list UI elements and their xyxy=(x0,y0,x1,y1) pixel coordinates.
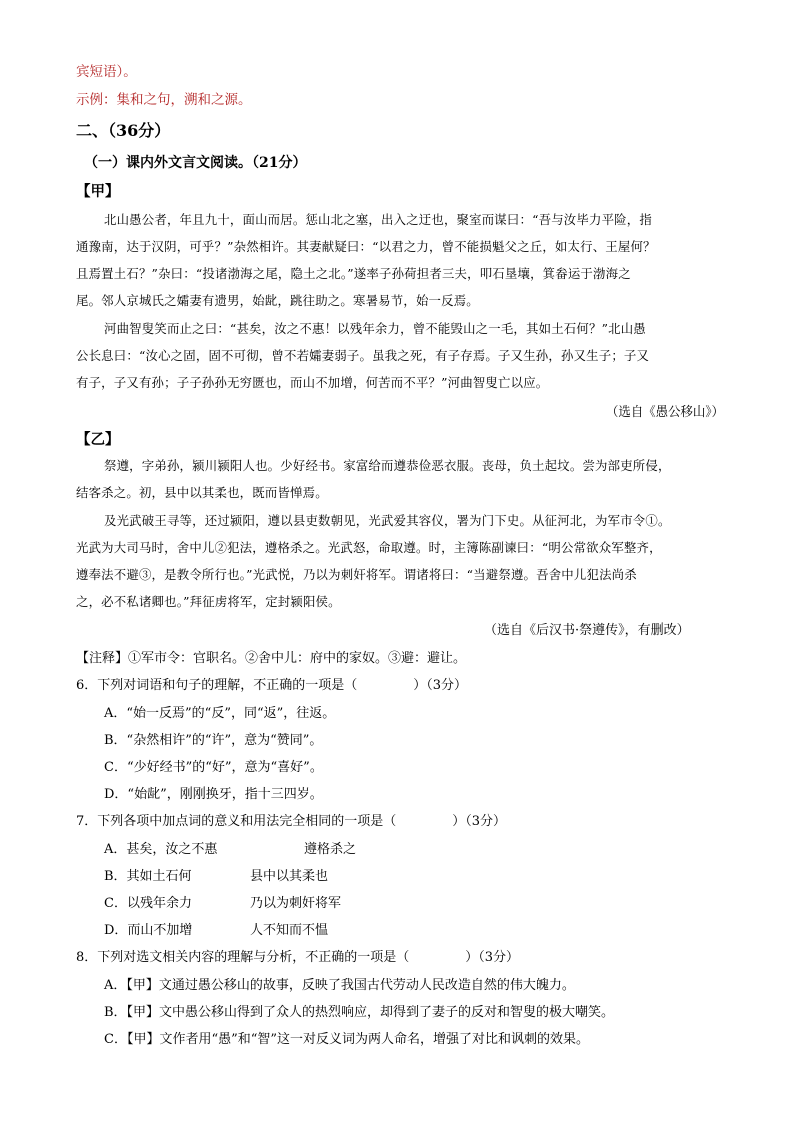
passage-line: 遵奉法不避③，是教令所行也。”光武悦，乃以为刺奸将军。谓诸将曰：“当避祭遵。吾舍中儿犯法尚杀 xyxy=(76,567,637,582)
passage-yi-source: （选自《后汉书·祭遵传》，有删改） xyxy=(484,623,690,638)
question-8-option-c: C．【甲】文作者用“愚”和“智”这一对反义词为两人命名，增强了对比和讽刺的效果。 xyxy=(104,1032,590,1047)
passage-yi-mark: 【乙】 xyxy=(76,431,120,448)
passage-line: 及光武破王寻等，还过颍阳，遵以县吏数朝见，光武爱其容仪，署为门下史。从征河北，为军市令①。 xyxy=(104,513,671,528)
question-stem-text: 8．下列对选文相关内容的理解与分析，不正确的一项是（ xyxy=(76,950,410,965)
passage-line: 北山愚公者，年且九十，面山而居。惩山北之塞，出入之迂也，聚室而谋曰：“吾与汝毕力平险，指 xyxy=(104,212,652,227)
passage-line: 通豫南，达于汉阴，可乎？”杂然相许。其妻献疑曰：“以君之力，曾不能损魁父之丘，如太行、王屋何？ xyxy=(76,239,656,254)
question-6-option-d: D．“始龀”，刚刚换牙，指十三四岁。 xyxy=(104,787,323,802)
question-7-option-b-pair: 县中以其柔也 xyxy=(250,869,329,884)
footnotes: 【注释】①军市令：官职名。②舍中儿：府中的家奴。③避：避让。 xyxy=(76,651,467,666)
question-score: ）（3分） xyxy=(465,950,520,965)
question-7-option-a-pair: 遵格杀之 xyxy=(304,842,357,857)
answer-example: 示例：集和之句，溯和之源。 xyxy=(76,92,252,108)
passage-line: 光武为大司马时，舍中儿②犯法，遵格杀之。光武怒，命取遵。时，主簿陈副谏曰：“明公常欲众军整齐， xyxy=(76,540,662,555)
question-7-option-d-pair: 人不知而不愠 xyxy=(250,923,329,938)
question-6-option-c: C．“少好经书”的“好”，意为“喜好”。 xyxy=(104,760,323,775)
passage-jia-mark: 【甲】 xyxy=(76,183,120,200)
question-7-option-c-pair: 乃以为刺奸将军 xyxy=(250,896,342,911)
passage-jia-source: （选自《愚公移山》） xyxy=(606,405,724,420)
question-6-option-a: A．“始一反焉”的“反”，同“返”，往返。 xyxy=(104,706,336,721)
question-score: ）（3分） xyxy=(413,678,468,693)
question-7-option-d: D．而山不加增 xyxy=(104,923,193,938)
question-score: ）（3分） xyxy=(452,814,507,829)
question-6-stem xyxy=(76,674,467,693)
question-7-option-b: B．其如土石何 xyxy=(104,869,192,884)
passage-line: 尾。邻人京城氏之孀妻有遗男，始龀，跳往助之。寒暑易节，始一反焉。 xyxy=(76,293,479,308)
question-7-option-c: C．以残年余力 xyxy=(104,896,192,911)
passage-line: 有子，子又有孙；子子孙孙无穷匮也，而山不加增，何苦而不平？”河曲智叟亡以应。 xyxy=(76,375,549,390)
passage-line: 河曲智叟笑而止之曰：“甚矣，汝之不惠！以残年余力，曾不能毁山之一毛，其如土石何？”北山愚 xyxy=(104,321,646,336)
question-stem-text: 6．下列对词语和句子的理解，不正确的一项是（ xyxy=(76,678,358,693)
passage-line: 祭遵，字弟孙，颍川颍阳人也。少好经书。家富给而遵恭俭恶衣服。丧母，负土起坟。尝为部吏所侵， xyxy=(104,458,671,473)
subsection-heading: （一）课内外文言文阅读。（21分） xyxy=(84,155,307,171)
question-stem-text: 7．下列各项中加点词的意义和用法完全相同的一项是（ xyxy=(76,814,397,829)
passage-line: 之，必不私诸卿也。”拜征虏将军，定封颍阳侯。 xyxy=(76,594,341,609)
section-heading: 二、（36分） xyxy=(76,121,171,140)
question-6-option-b: B．“杂然相许”的“许”，意为“赞同”。 xyxy=(104,733,323,748)
passage-line: 且焉置土石？”杂曰：“投诸渤海之尾，隐土之北。”遂率子孙荷担者三夫，叩石垦壤，箕畚运于渤海之 xyxy=(76,266,631,281)
question-7-option-a: A．甚矣，汝之不惠 xyxy=(104,842,218,857)
question-8-option-a: A．【甲】文通过愚公移山的故事，反映了我国古代劳动人民改造自然的伟大魄力。 xyxy=(104,978,575,993)
passage-line: 结客杀之。初，县中以其柔也，既而皆惮焉。 xyxy=(76,485,328,500)
passage-line: 公长息曰：“汝心之固，固不可彻，曾不若孀妻弱子。虽我之死，有子存焉。子又生孙，孙又生子；子又 xyxy=(76,348,650,363)
question-8-option-b: B．【甲】文中愚公移山得到了众人的热烈响应，却得到了妻子的反对和智叟的极大嘲笑。 xyxy=(104,1005,615,1020)
question-8-stem xyxy=(76,946,519,965)
question-7-stem xyxy=(76,810,506,829)
answer-fragment: 宾短语）。 xyxy=(76,64,137,80)
